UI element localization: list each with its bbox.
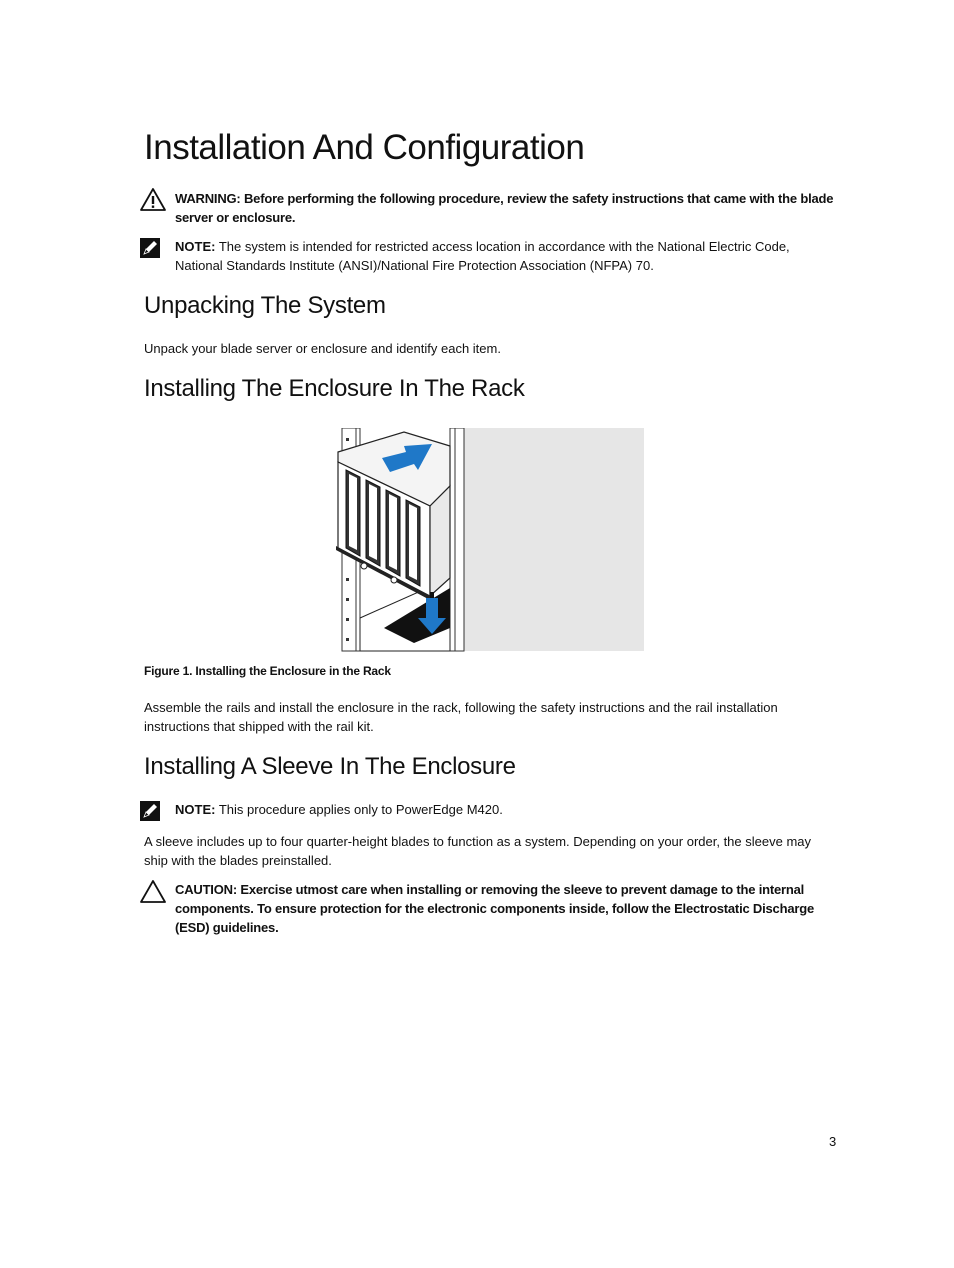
page-title: Installation And Configuration xyxy=(144,128,585,167)
note-sleeve xyxy=(175,800,835,819)
heading-sleeve: Installing A Sleeve In The Enclosure xyxy=(144,753,516,780)
note-label: NOTE: xyxy=(175,802,216,817)
note-text: This procedure applies only to PowerEdge M420. xyxy=(218,802,503,817)
caution-notice xyxy=(175,880,835,937)
heading-unpacking: Unpacking The System xyxy=(144,292,386,319)
note-text: The system is intended for restricted access location in accordance with the National Electric Code, National Standards Institute (ANSI)/National Fire Protection Association (NFPA) 70. xyxy=(175,239,790,273)
rack-text: Assemble the rails and install the enclosure in the rack, following the safety instructions and the rail installation instructions that shipped with the rail kit. xyxy=(144,700,778,734)
sleeve-text: A sleeve includes up to four quarter-height blades to function as a system. Depending on your order, the sleeve may ship with the blades preinstalled. xyxy=(144,834,812,868)
caution-text: Exercise utmost care when installing or removing the sleeve to prevent damage to the internal components. To ensure protection for the electronic components inside, follow the Electrostatic Discharge (ESD) guidelines. xyxy=(175,882,814,935)
note-pencil-icon xyxy=(139,800,161,822)
caution-triangle-icon xyxy=(139,879,167,904)
warning-text: Before performing the following procedure, review the safety instructions that came with the blade server or enclosure. xyxy=(175,191,834,225)
warning-notice xyxy=(175,189,835,227)
warning-label: WARNING: xyxy=(175,191,241,206)
note-label: NOTE: xyxy=(175,239,216,254)
unpacking-text: Unpack your blade server or enclosure and identify each item. xyxy=(144,341,501,356)
note-pencil-icon xyxy=(139,237,161,259)
caution-label: CAUTION: xyxy=(175,882,237,897)
page-number: 3 xyxy=(829,1134,837,1149)
note-system-access xyxy=(175,237,835,275)
heading-rack: Installing The Enclosure In The Rack xyxy=(144,375,525,402)
figure-caption: Figure 1. Installing the Enclosure in the Rack xyxy=(144,664,391,678)
warning-triangle-icon xyxy=(139,187,167,212)
figure-enclosure-rack xyxy=(334,428,646,652)
